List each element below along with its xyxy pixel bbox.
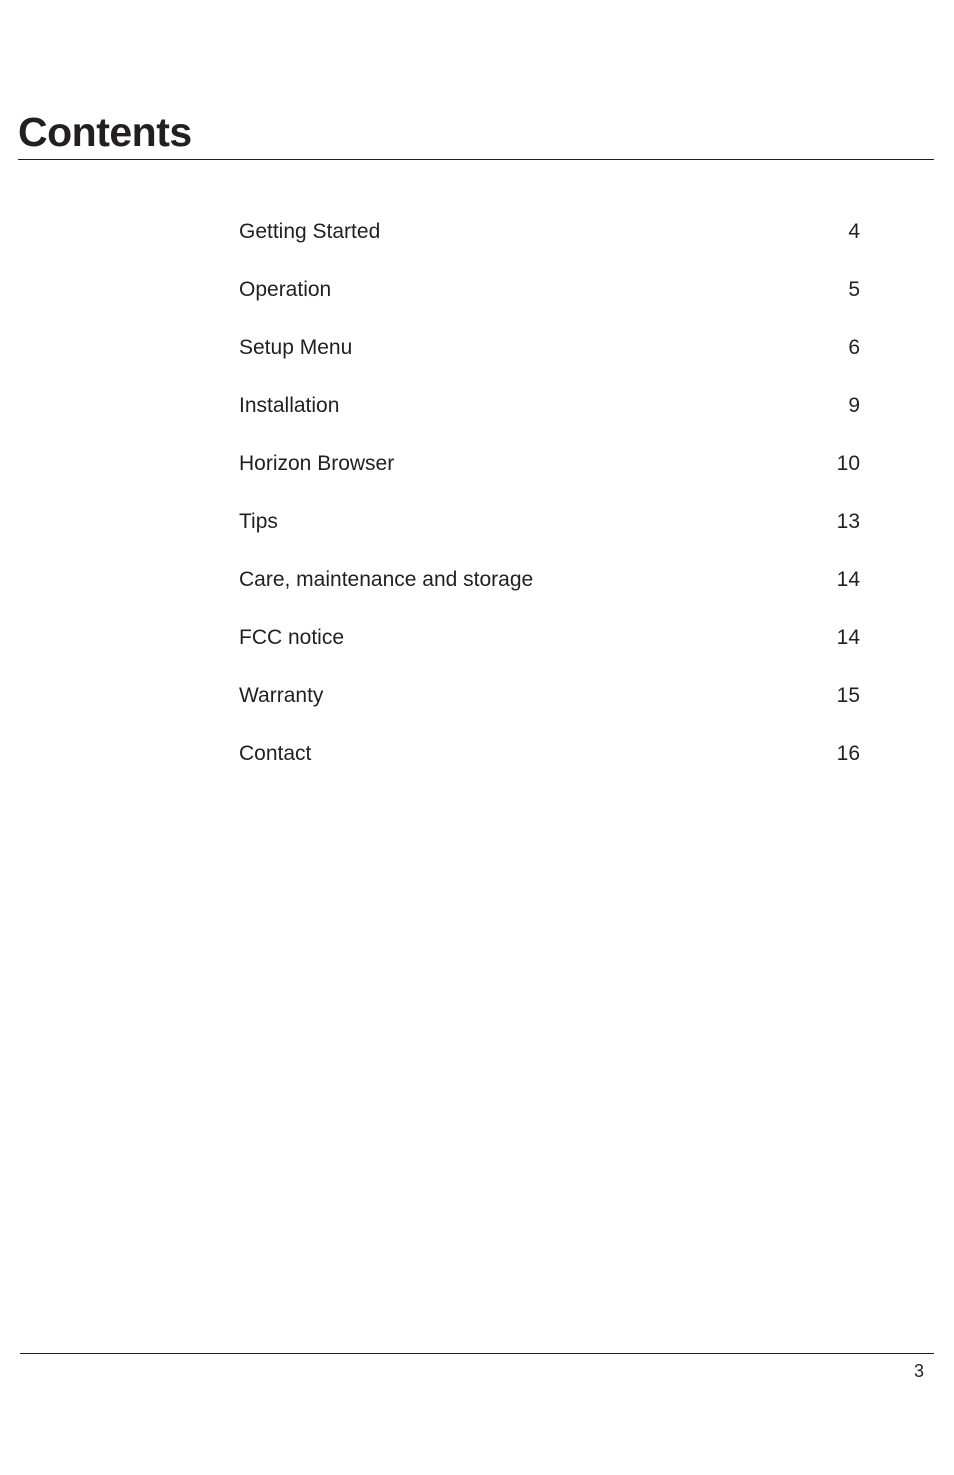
page-title: Contents bbox=[18, 109, 192, 155]
toc-entry-page: 15 bbox=[836, 684, 860, 707]
toc-entry-title: Operation bbox=[239, 278, 332, 301]
toc-entry-title: Tips bbox=[239, 510, 278, 533]
toc-entry-page: 10 bbox=[836, 452, 860, 475]
toc-entry-page: 16 bbox=[836, 742, 860, 765]
toc-entry-page: 9 bbox=[848, 394, 860, 417]
table-of-contents bbox=[239, 203, 860, 783]
page-number: 3 bbox=[913, 1361, 924, 1381]
toc-entry-page: 5 bbox=[848, 278, 860, 301]
toc-entry-title: Getting Started bbox=[239, 220, 381, 243]
toc-entry-title: Setup Menu bbox=[239, 336, 353, 359]
title-divider bbox=[18, 159, 934, 160]
toc-entry-warranty[interactable] bbox=[239, 667, 860, 725]
toc-entry-horizon-browser[interactable] bbox=[239, 435, 860, 493]
footer-divider bbox=[20, 1353, 934, 1354]
toc-entry-installation[interactable] bbox=[239, 377, 860, 435]
toc-entry-care-maintenance-storage[interactable] bbox=[239, 551, 860, 609]
toc-entry-title: FCC notice bbox=[239, 626, 345, 649]
toc-entry-operation[interactable] bbox=[239, 261, 860, 319]
toc-entry-contact[interactable] bbox=[239, 725, 860, 783]
toc-entry-page: 14 bbox=[836, 568, 860, 591]
toc-entry-title: Care, maintenance and storage bbox=[239, 568, 534, 591]
toc-entry-page: 6 bbox=[848, 336, 860, 359]
toc-entry-getting-started[interactable] bbox=[239, 203, 860, 261]
toc-entry-tips[interactable] bbox=[239, 493, 860, 551]
toc-entry-setup-menu[interactable] bbox=[239, 319, 860, 377]
toc-entry-title: Contact bbox=[239, 742, 312, 765]
toc-entry-title: Warranty bbox=[239, 684, 324, 707]
toc-entry-page: 13 bbox=[836, 510, 860, 533]
toc-entry-title: Horizon Browser bbox=[239, 452, 395, 475]
toc-entry-page: 4 bbox=[848, 220, 860, 243]
toc-entry-title: Installation bbox=[239, 394, 340, 417]
toc-entry-page: 14 bbox=[836, 626, 860, 649]
toc-entry-fcc-notice[interactable] bbox=[239, 609, 860, 667]
